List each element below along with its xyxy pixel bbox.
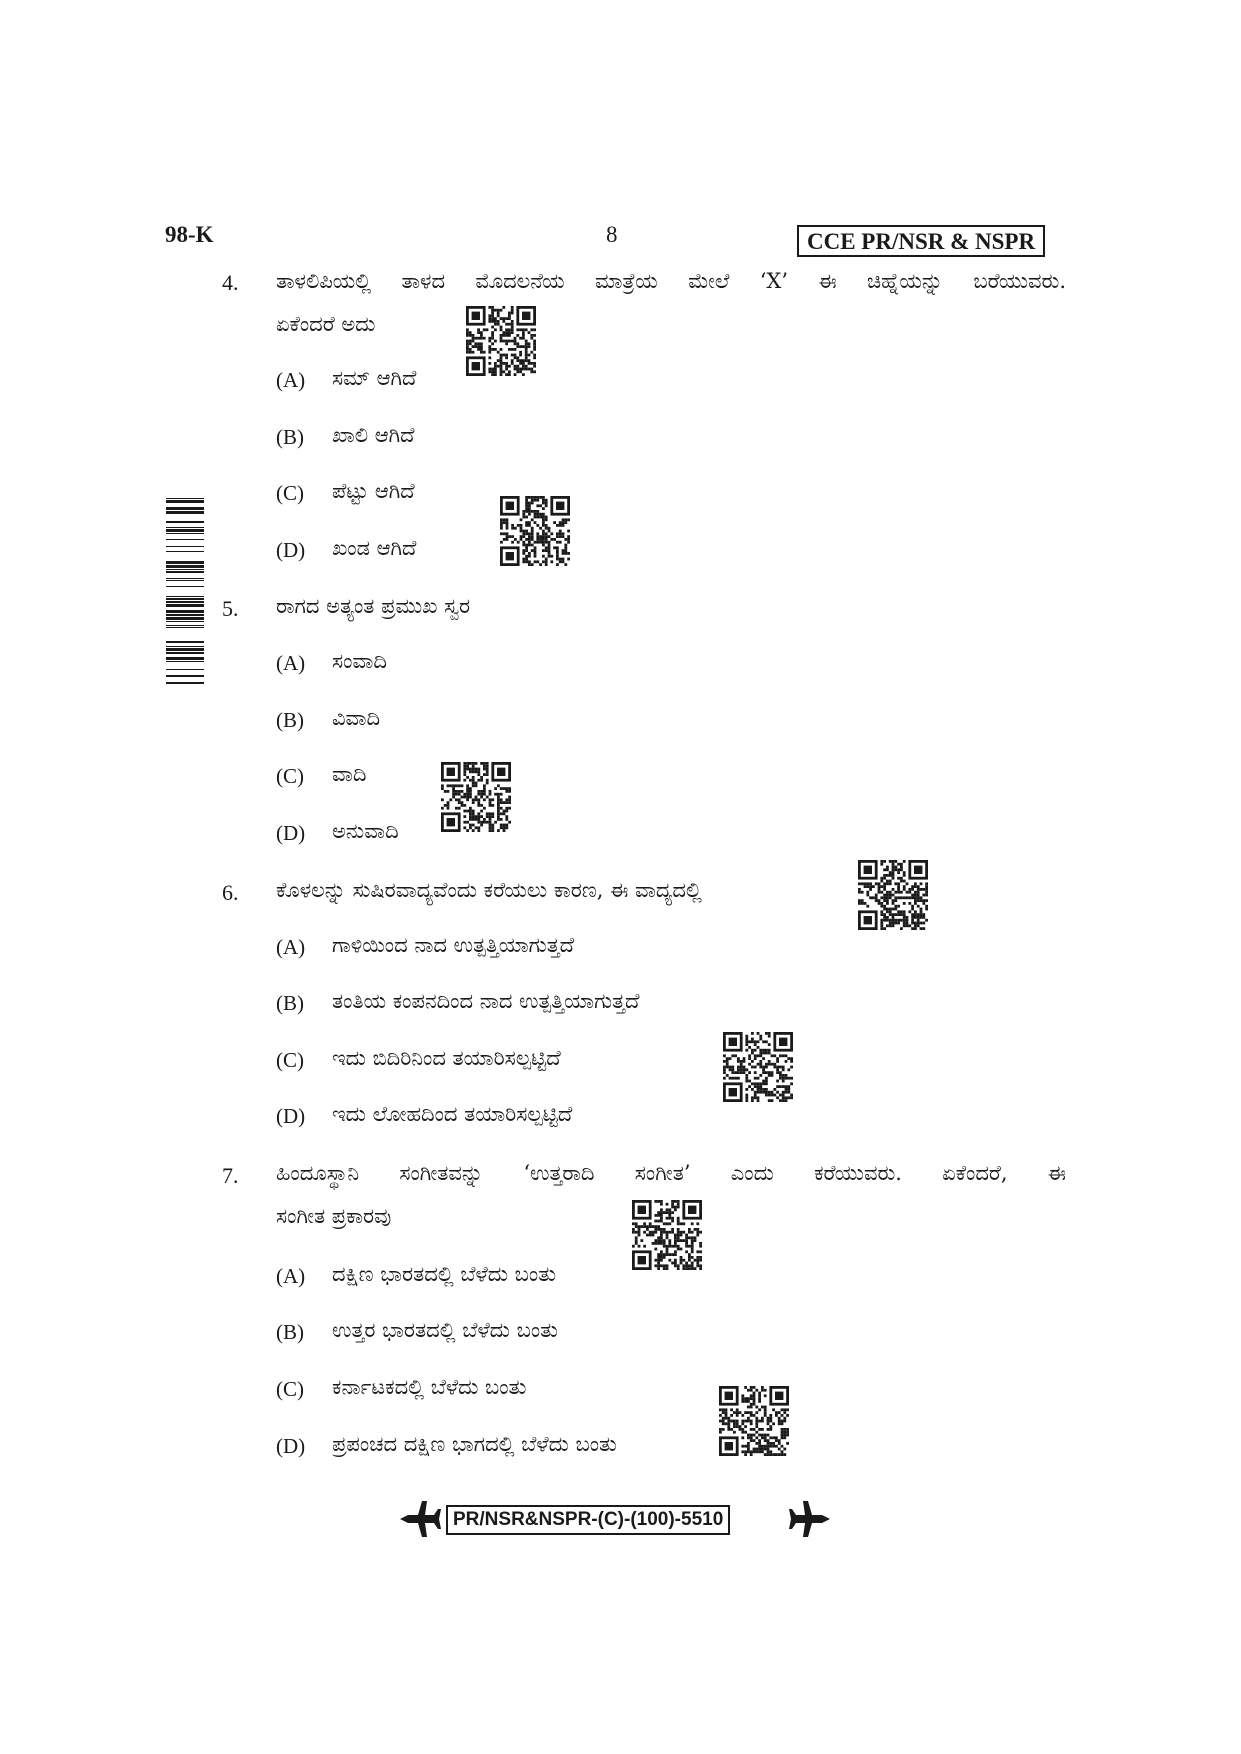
option-label: (A) [276, 368, 306, 392]
question-stem: ರಾಗದ ಅತ್ಯಂತ ಪ್ರಮುಖ ಸ್ವರ [276, 594, 471, 618]
qr-code [719, 1386, 789, 1456]
option-label: (B) [276, 425, 304, 449]
barcode [166, 498, 204, 700]
option-text: ವಾದಿ [332, 762, 367, 786]
question-stem: ತಾಳಲಿಪಿಯಲ್ಲಿ ತಾಳದ ಮೊದಲನೆಯ ಮಾತ್ರೆಯ ಮೇಲೆ ‘X’ ಈ ಚಿಹ್ನೆಯನ್ನು ಬರೆಯುವರು. [276, 269, 1066, 293]
qr-code [500, 496, 570, 566]
option-text: ಸಂವಾದಿ [332, 649, 387, 673]
airplane-icon [788, 1499, 832, 1539]
qr-code [441, 762, 511, 832]
page-number: 8 [606, 222, 618, 247]
option-text: ದಕ್ಷಿಣ ಭಾರತದಲ್ಲಿ ಬೆಳೆದು ಬಂತು [332, 1262, 556, 1286]
question-stem: ಹಿಂದೂಸ್ಥಾನಿ ಸಂಗೀತವನ್ನು ‘ಉತ್ತರಾದಿ ಸಂಗೀತ’ ಎಂದು ಕರೆಯುವರು. ಏಕೆಂದರೆ, ಈ [276, 1161, 1066, 1185]
option-text: ಖಂಡ ಆಗಿದೆ [332, 536, 417, 560]
option-text: ಖಾಲಿ ಆಗಿದೆ [332, 423, 415, 447]
option-label: (B) [276, 1320, 304, 1344]
option-label: (A) [276, 651, 306, 675]
option-label: (C) [276, 481, 304, 505]
option-label: (B) [276, 991, 304, 1015]
paper-code: 98-K [165, 222, 214, 247]
question-number: 6. [222, 880, 239, 905]
option-text: ಉತ್ತರ ಭಾರತದಲ್ಲಿ ಬೆಳೆದು ಬಂತು [332, 1318, 558, 1342]
question-number: 7. [222, 1163, 239, 1188]
option-text: ತಂತಿಯ ಕಂಪನದಿಂದ ನಾದ ಉತ್ಪತ್ತಿಯಾಗುತ್ತದೆ [332, 989, 640, 1013]
option-label: (C) [276, 1377, 304, 1401]
option-label: (D) [276, 538, 306, 562]
airplane-icon [398, 1499, 442, 1539]
option-text: ಇದು ಲೋಹದಿಂದ ತಯಾರಿಸಲ್ಪಟ್ಟಿದೆ [332, 1102, 573, 1126]
option-label: (B) [276, 708, 304, 732]
series-box: CCE PR/NSR & NSPR [797, 225, 1045, 257]
footer-code: PR/NSR&NSPR-(C)-(100)-5510 [446, 1505, 730, 1535]
option-label: (A) [276, 935, 306, 959]
option-text: ಪೆಟ್ಟು ಆಗಿದೆ [332, 479, 415, 503]
qr-code [858, 860, 928, 930]
option-text: ಗಾಳಿಯಿಂದ ನಾದ ಉತ್ಪತ್ತಿಯಾಗುತ್ತದೆ [332, 933, 575, 957]
question-number: 4. [222, 270, 239, 295]
option-label: (C) [276, 1048, 304, 1072]
qr-code [466, 306, 536, 376]
option-label: (D) [276, 1434, 306, 1458]
option-text: ಸಮ್ ಆಗಿದೆ [332, 366, 417, 390]
option-text: ಅನುವಾದಿ [332, 819, 399, 843]
option-text: ವಿವಾದಿ [332, 706, 381, 730]
option-label: (A) [276, 1264, 306, 1288]
option-label: (D) [276, 821, 306, 845]
option-text: ಪ್ರಪಂಚದ ದಕ್ಷಿಣ ಭಾಗದಲ್ಲಿ ಬೆಳೆದು ಬಂತು [332, 1432, 617, 1456]
option-label: (D) [276, 1104, 306, 1128]
footer [398, 1495, 838, 1545]
question-stem-cont: ಏಕೆಂದರೆ ಅದು [276, 312, 376, 336]
question-stem: ಕೊಳಲನ್ನು ಸುಷಿರವಾದ್ಯವೆಂದು ಕರೆಯಲು ಕಾರಣ, ಈ ವಾದ್ಯದಲ್ಲಿ [276, 878, 702, 902]
option-text: ಇದು ಬಿದಿರಿನಿಂದ ತಯಾರಿಸಲ್ಪಟ್ಟಿದೆ [332, 1046, 561, 1070]
qr-code [632, 1200, 702, 1270]
question-stem-cont: ಸಂಗೀತ ಪ್ರಕಾರವು [276, 1204, 392, 1228]
qr-code [723, 1032, 793, 1102]
question-number: 5. [222, 596, 239, 621]
option-text: ಕರ್ನಾಟಕದಲ್ಲಿ ಬೆಳೆದು ಬಂತು [332, 1375, 527, 1399]
option-label: (C) [276, 764, 304, 788]
